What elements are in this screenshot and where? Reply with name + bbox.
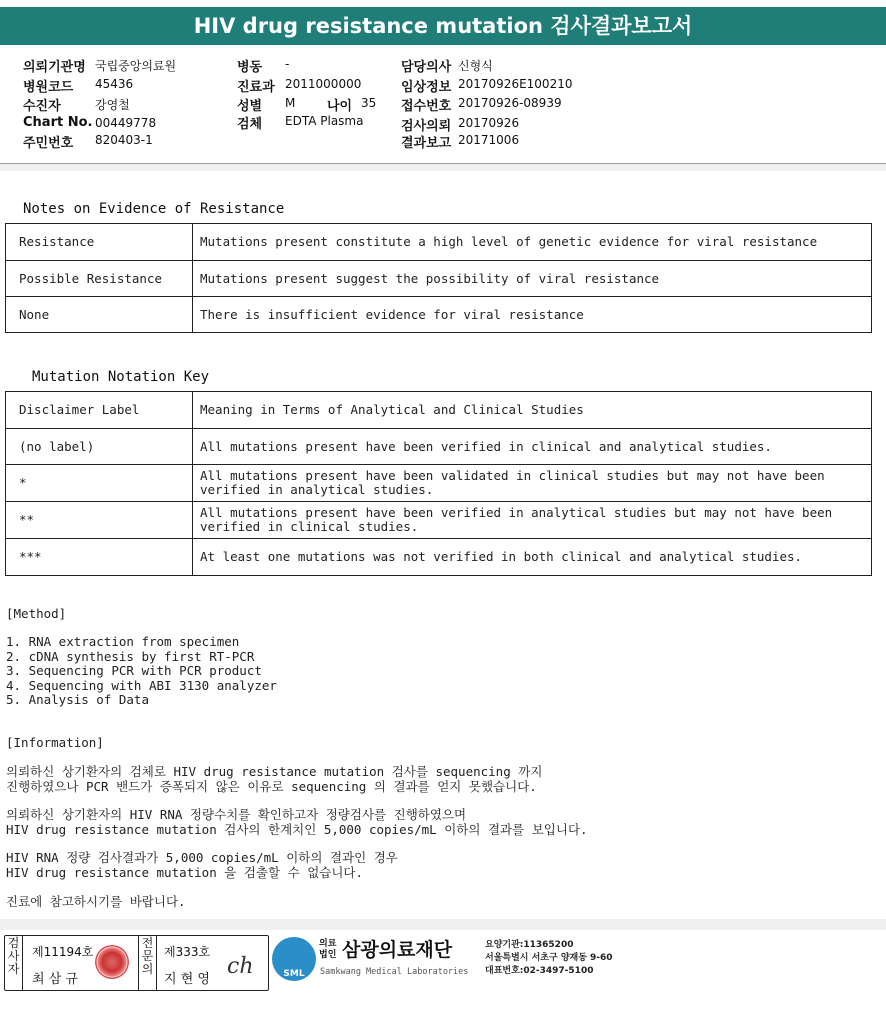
org-prefix-line: 법인 xyxy=(319,950,337,960)
key-term: (no label) xyxy=(6,429,193,465)
signature-box xyxy=(4,935,269,991)
table-row xyxy=(6,539,872,576)
table-row xyxy=(6,429,872,465)
reviewer-license-no: 제333호 xyxy=(164,945,211,959)
report-footer xyxy=(0,930,886,1000)
official-seal xyxy=(95,945,129,979)
org-code: 요양기관:11365200 xyxy=(485,940,574,950)
information-paragraph xyxy=(6,765,542,794)
reviewer-name: 지 현 영 xyxy=(164,972,210,987)
table-row xyxy=(6,465,872,502)
value-test-request: 20170926 xyxy=(458,116,520,130)
label-specimen: 검체 xyxy=(237,117,263,132)
value-hospital-code: 45436 xyxy=(95,77,134,91)
information-paragraph xyxy=(6,895,186,910)
method-step: 3. Sequencing PCR with PCR product xyxy=(6,663,262,678)
information-line: HIV drug resistance mutation 을 검출할 수 없습니다. xyxy=(6,864,364,880)
notes-term: Possible Resistance xyxy=(6,261,193,297)
value-ward: - xyxy=(285,57,290,71)
information-line: 진료에 참고하시기를 바랍니다. xyxy=(6,894,186,909)
label-ward: 병동 xyxy=(237,60,263,75)
value-resident-no: 820403-1 xyxy=(95,133,153,147)
label-hospital-code: 병원코드 xyxy=(23,80,74,95)
tester-label-text: 검사자 xyxy=(7,936,20,976)
header-band xyxy=(0,164,886,171)
tester-label xyxy=(5,936,23,991)
value-chart-no: 00449778 xyxy=(95,116,157,130)
tester-name: 최 삼 규 xyxy=(32,972,78,987)
method-step: 2. cDNA synthesis by first RT-PCR xyxy=(6,649,255,664)
key-table xyxy=(5,391,872,576)
label-department: 진료과 xyxy=(237,80,275,95)
label-physician: 담당의사 xyxy=(401,60,452,75)
value-sex: M xyxy=(285,96,296,110)
key-desc: All mutations present have been verified in analytical studies but may not have been verified in clinical studies. xyxy=(193,502,872,539)
org-prefix xyxy=(319,939,336,961)
value-patient: 강영철 xyxy=(95,98,130,112)
notes-title: Notes on Evidence of Resistance xyxy=(23,201,285,217)
notes-term: Resistance xyxy=(6,224,193,261)
method-step: 1. RNA extraction from specimen xyxy=(6,634,240,649)
value-age: 35 xyxy=(361,96,377,110)
key-term: *** xyxy=(6,539,193,576)
notes-term: None xyxy=(6,297,193,333)
org-prefix-line: 의료 xyxy=(319,939,337,949)
label-result-report: 결과보고 xyxy=(401,136,452,151)
org-address: 서울특별시 서초구 양재동 9-60 xyxy=(485,953,613,963)
key-desc: Meaning in Terms of Analytical and Clinical Studies xyxy=(193,392,872,429)
table-row xyxy=(6,261,872,297)
information-line: 진행하였으나 PCR 밴드가 증폭되지 않은 이유로 sequencing 의 결과를 얻지 못했습니다. xyxy=(6,778,537,794)
notes-desc: Mutations present suggest the possibility of viral resistance xyxy=(193,261,872,297)
table-row xyxy=(6,297,872,333)
notes-desc: Mutations present constitute a high level of genetic evidence for viral resistance xyxy=(193,224,872,261)
reviewer-label xyxy=(138,936,157,991)
information-paragraph xyxy=(6,851,398,880)
org-english-name: Samkwang Medical Laboratories xyxy=(320,967,469,977)
value-physician: 신형식 xyxy=(458,59,493,73)
information-paragraph xyxy=(6,808,588,837)
label-clinical-info: 임상정보 xyxy=(401,80,452,95)
information-line: 의뢰하신 상기환자의 검체로 HIV drug resistance mutation 검사를 sequencing 까지 xyxy=(6,764,543,779)
value-result-report: 20171006 xyxy=(458,133,520,147)
org-contact xyxy=(485,939,613,978)
table-row xyxy=(6,392,872,429)
org-name: 삼광의료재단 xyxy=(342,939,453,961)
key-title: Mutation Notation Key xyxy=(32,369,210,385)
value-receipt-no: 20170926-08939 xyxy=(458,96,562,110)
key-term: Disclaimer Label xyxy=(6,392,193,429)
information-line: HIV RNA 정량 검사결과가 5,000 copies/mL 이하의 결과인 경우 xyxy=(6,850,398,865)
notes-table xyxy=(5,223,872,333)
label-test-request: 검사의뢰 xyxy=(401,119,452,134)
org-phone: 대표번호:02-3497-5100 xyxy=(485,966,594,976)
information-line: 의뢰하신 상기환자의 HIV RNA 정량수치를 확인하고자 정량검사를 진행하였으며 xyxy=(6,807,467,822)
value-clinical-info: 20170926E100210 xyxy=(458,77,573,91)
logo-mark-text: SML xyxy=(283,969,305,979)
key-term: ** xyxy=(6,502,193,539)
value-specimen: EDTA Plasma xyxy=(285,114,364,128)
reviewer-label-text: 전문의 xyxy=(141,936,154,976)
label-chart-no: Chart No. xyxy=(23,115,93,130)
reviewer-signature: ch xyxy=(227,954,254,979)
key-desc: All mutations present have been verified in clinical and analytical studies. xyxy=(193,429,872,465)
patient-info xyxy=(0,54,886,164)
label-receipt-no: 접수번호 xyxy=(401,99,452,114)
label-patient: 수진자 xyxy=(23,99,61,114)
table-row xyxy=(6,502,872,539)
footer-band xyxy=(0,919,886,930)
value-requesting-org: 국립중앙의료원 xyxy=(95,59,177,73)
label-requesting-org: 의뢰기관명 xyxy=(23,60,86,75)
label-sex: 성별 xyxy=(237,99,263,114)
information-heading: [Information] xyxy=(6,735,104,750)
label-resident-no: 주민번호 xyxy=(23,136,74,151)
tester-license-no: 제11194호 xyxy=(32,945,94,959)
sml-logo-icon xyxy=(272,937,316,981)
key-desc: At least one mutations was not verified in both clinical and analytical studies. xyxy=(193,539,872,576)
method-heading: [Method] xyxy=(6,606,67,621)
key-term: * xyxy=(6,465,193,502)
method-step: 5. Analysis of Data xyxy=(6,692,149,707)
value-department: 2011000000 xyxy=(285,77,362,91)
report-title: HIV drug resistance mutation 검사결과보고서 xyxy=(0,7,886,45)
key-desc: All mutations present have been validated in clinical studies but may not have been verified in analytical studies. xyxy=(193,465,872,502)
table-row xyxy=(6,224,872,261)
notes-desc: There is insufficient evidence for viral resistance xyxy=(193,297,872,333)
method-step: 4. Sequencing with ABI 3130 analyzer xyxy=(6,678,277,693)
information-line: HIV drug resistance mutation 검사의 한계치인 5,000 copies/mL 이하의 결과를 보입니다. xyxy=(6,821,588,837)
label-age: 나이 xyxy=(327,99,353,114)
